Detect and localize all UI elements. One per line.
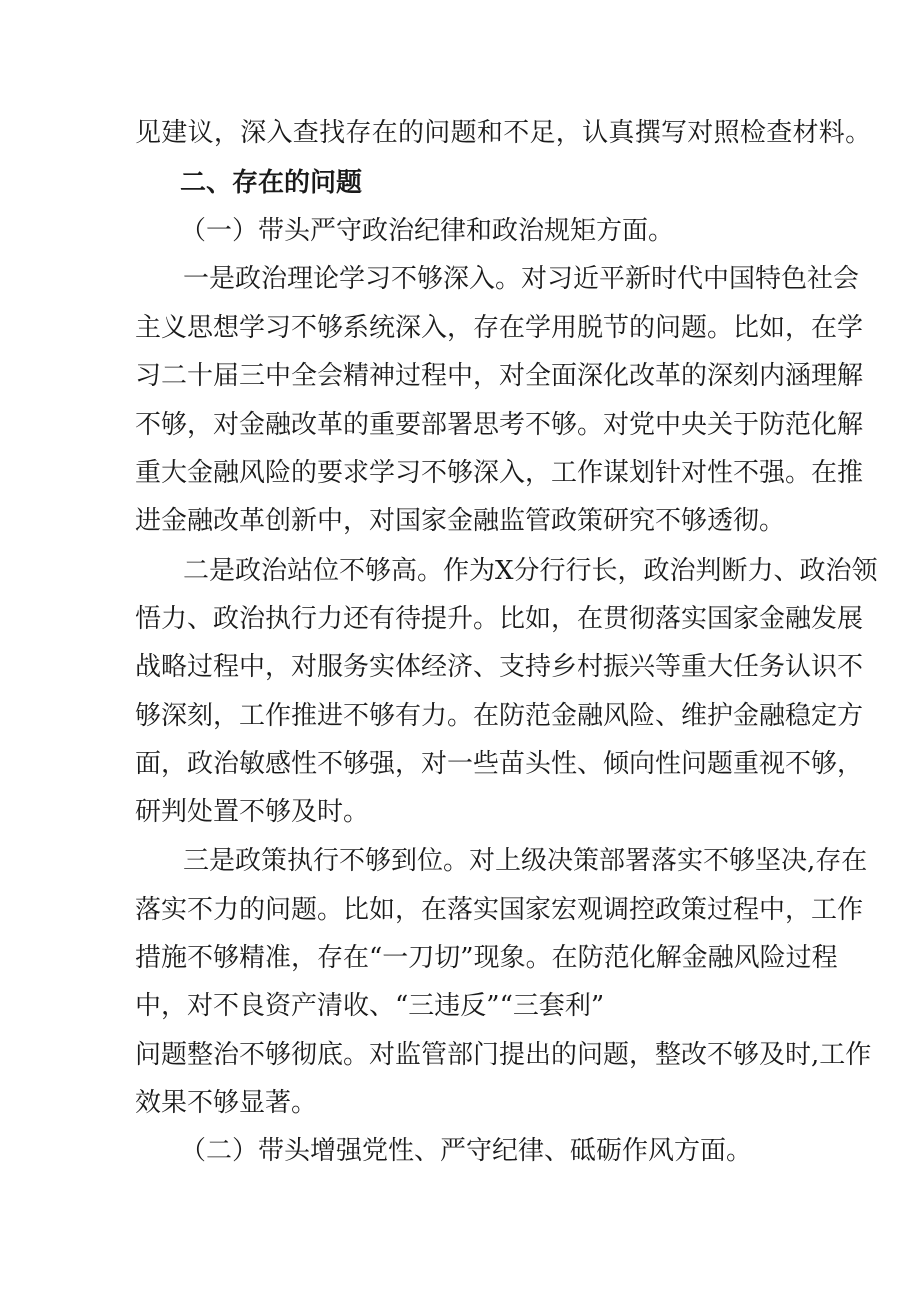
subsection-heading-1: （一）带头严守政治纪律和政治规矩方面。 [180, 216, 675, 246]
paragraph-2-line-6: 研判处置不够及时。 [135, 797, 370, 827]
subsection-heading-2: （二）带头增强党性、严守纪律、砥砺作风方面。 [180, 1136, 753, 1166]
paragraph-1-line-2: 主义思想学习不够系统深入，存在学用脱节的问题。比如，在学 [135, 313, 864, 343]
paragraph-1-line-1: 一是政治理论学习不够深入。对习近平新时代中国特色社会 [183, 264, 860, 294]
paragraph-3-line-4: 中，对不良资产清收、“三违反”“三套利” [135, 991, 605, 1021]
paragraph-1-line-4: 不够，对金融改革的重要部署思考不够。对党中央关于防范化解 [135, 410, 864, 440]
paragraph-3-line-5: 问题整治不够彻底。对监管部门提出的问题，整改不够及时,工作 [135, 1040, 872, 1070]
paragraph-1-line-5: 重大金融风险的要求学习不够深入，工作谋划针对性不强。在推 [135, 458, 864, 488]
paragraph-3-line-6: 效果不够显著。 [135, 1088, 318, 1118]
paragraph-3-line-3: 措施不够精准，存在“一刀切”现象。在防范化解金融风险过程 [135, 943, 838, 973]
paragraph-2-line-4: 够深刻，工作推进不够有力。在防范金融风险、维护金融稳定方 [135, 701, 864, 731]
paragraph-3-line-1: 三是政策执行不够到位。对上级决策部署落实不够坚决,存在 [183, 846, 868, 876]
paragraph-3-line-2: 落实不力的问题。比如，在落实国家宏观调控政策过程中，工作 [135, 895, 864, 925]
paragraph-continuation-line: 见建议，深入查找存在的问题和不足，认真撰写对照检查材料。 [135, 118, 872, 148]
paragraph-2-line-1: 二是政治站位不够高。作为X分行行长，政治判断力、政治领 [183, 556, 878, 586]
paragraph-1-line-3: 习二十届三中全会精神过程中，对全面深化改革的深刻内涵理解 [135, 361, 864, 391]
section-heading: 二、存在的问题 [180, 168, 363, 198]
paragraph-2-line-2: 悟力、政治执行力还有待提升。比如，在贯彻落实国家金融发展 [135, 604, 864, 634]
paragraph-1-line-6: 进金融改革创新中，对国家金融监管政策研究不够透彻。 [135, 506, 786, 536]
paragraph-2-line-3: 战略过程中，对服务实体经济、支持乡村振兴等重大任务认识不 [135, 652, 864, 682]
paragraph-2-line-5: 面，政治敏感性不够强，对一些苗头性、倾向性问题重视不够， [135, 749, 864, 779]
